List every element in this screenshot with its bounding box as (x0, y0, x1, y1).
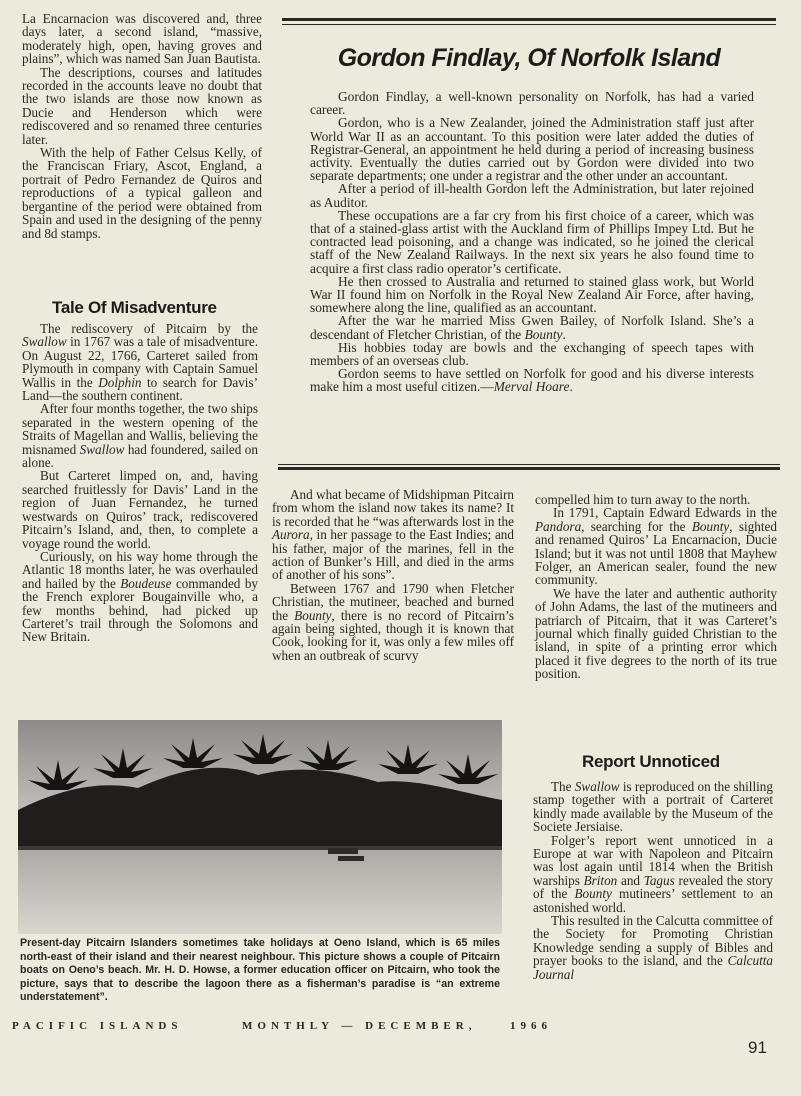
publication-name: PACIFIC ISLANDS (12, 1020, 183, 1032)
column-4-text (533, 780, 773, 981)
beach-photo (18, 720, 502, 934)
top-rule (282, 18, 776, 21)
page-footer (12, 1020, 792, 1040)
paragraph: Gordon seems to have settled on Norfolk for good and his diverse interests make him a most useful citizen.—Merval Hoare. (310, 366, 754, 395)
paragraph: Curiously, on his way home through the Atlantic 18 months later, he was overhauled and hailed by the Boudeuse commanded by the French explorer Bougainville who, a few months behind, had picked up Carteret’s trail through the Solomons and New Britain. (22, 548, 259, 645)
paragraph: His hobbies today are bowls and the exchanging of speech tapes with members of an overseas club. (310, 339, 754, 369)
paragraph: After a period of ill-health Gordon left the Administration, but later rejoined as Auditor. (310, 181, 754, 210)
paragraph: This resulted in the Calcutta committee of the Society for Promoting Christian Knowledge sending a supply of Bibles and prayer books to the island, and the Calcutta Journal (533, 913, 773, 982)
issue-year: 1966 (510, 1020, 552, 1032)
article-title: Gordon Findlay, Of Norfolk Island (337, 44, 721, 72)
bottom-rule-thin (278, 464, 780, 465)
paragraph: The rediscovery of Pitcairn by the Swallow in 1767 was a tale of misadventure. On August 22, 1766, Carteret sailed from Plymouth in company with Captain Samuel Wallis in the Dolphin to search for Davis’ Land—the southern continent. (22, 321, 258, 404)
paragraph: Between 1767 and 1790 when Fletcher Christian, the mutineer, beached and burned the Bounty, there is no record of Pitcairn’s again being sighted, though it is known that Cook, looking for it, was only a few miles off when an outbreak of scurvy (272, 580, 514, 663)
paragraph: He then crossed to Australia and returned to stained glass work, but World War II found him on Norfolk in the Royal New Zealand Air Force, after having, somewhere along the line, qualified as an accountant. (310, 273, 754, 316)
paragraph: Gordon, who is a New Zealander, joined the Administration staff just after World War II as an accountant. To this position were later added the duties of Registrar-General, an appointment he held during a period of increasing business activity. Eventually the duties carried out by Gordon were divided into two separate departments; one under a registrar and the other under an accountant. (310, 115, 754, 184)
paragraph: We have the later and authentic authority of John Adams, the last of the mutineers and patriarch of Pitcairn, that it was Carteret’s journal which finally guided Christian to the island, in spite of a printing error which placed it five degrees to the north of its true position. (535, 585, 777, 682)
column-1-text (22, 12, 262, 240)
paragraph: After four months together, the two ships separated in the western opening of the Straits of Magellan and Wallis, believing the misnamed Swallow had foundered, sailed on alone. (22, 401, 258, 471)
paragraph: After the war he married Miss Gwen Bailey, of Norfolk Island. She’s a descendant of Fletcher Christian, of the Bounty. (310, 313, 754, 342)
section-heading-tale: Tale Of Misadventure (52, 298, 217, 317)
paragraph: compelled him to turn away to the north. (535, 492, 751, 507)
paragraph: But Carteret limped on, and, having searched fruitlessly for Davis’ Land in the region of Juan Fernandez, he turned westwards on Quiros’ track, rediscovered Pitcairn’s Island, and, then, to complete a voyage round the world. (22, 468, 258, 551)
beach-photo-image (18, 720, 502, 934)
page-number: 91 (748, 1038, 767, 1057)
feature-article-box (278, 10, 780, 470)
column-1-lower-text (22, 322, 258, 644)
paragraph: The descriptions, courses and latitudes recorded in the accounts leave no doubt that the two islands are those now known as Ducie and Henderson which were rediscovered and so renamed three centuries later. (22, 64, 262, 147)
bottom-rule (278, 467, 780, 470)
byline: Merval Hoare (493, 379, 570, 395)
paragraph: The Swallow is reproduced on the shilling stamp together with a portrait of Carteret kindly made available by the Museum of the Societe Jersiaise. (533, 779, 773, 835)
article-body (310, 90, 754, 394)
column-3-text (535, 493, 777, 681)
issue-date: MONTHLY — DECEMBER, (242, 1020, 477, 1032)
paragraph: These occupations are a far cry from his first choice of a career, which was that of a stained-glass artist with the Auckland firm of Phillips Impey Ltd. But he contracted lead poisoning, and a change was indicated, so he joined the clerical staff of the New Zealand Railways. In the next six years he also found time to acquire a first class radio operator’s certificate. (310, 207, 754, 276)
section-heading-report: Report Unnoticed (582, 752, 720, 771)
paragraph: And what became of Midshipman Pitcairn from whom the island now takes its name? It is recorded that he “was afterwards lost in the Aurora, in her passage to the East Indies; and his father, major of the marines, fell in the action of Bunker’s Hill, and died in the arms of another of his sons”. (272, 487, 514, 583)
paragraph: With the help of Father Celsus Kelly, of the Franciscan Friary, Ascot, England, a portrait of Pedro Fernandez de Quiros and reproductions of a typical galleon and bergantine of the period were obtained from Spain and used in the designing of the penny and 8d stamps. (22, 145, 262, 241)
column-2-text (272, 488, 514, 662)
paragraph: Gordon Findlay, a well-known personality on Norfolk, has had a varied career. (310, 89, 754, 118)
photo-caption: Present-day Pitcairn Islanders sometimes take holidays at Oeno Island, which is 65 miles north-east of their island and their nearest neighbour. This picture shows a couple of Pitcairn boats on Oeno’s beach. Mr. H. D. Howse, a former education officer on Pitcairn, who took the picture, says that to describe the lagoon there as a fisherman’s paradise is “an extreme understatement”. (20, 937, 500, 1004)
top-rule-thin (282, 24, 776, 25)
paragraph: Folger’s report went unnoticed in a Europe at war with Napoleon and Pitcairn was lost again until 1814 when the British warships Briton and Tagus revealed the story of the Bounty mutineers’ settlement to an astonished world. (533, 832, 773, 915)
paragraph: In 1791, Captain Edward Edwards in the Pandora, searching for the Bounty, sighted and renamed Quiros’ La Encarnacion, Ducie Island; but it was not until 1808 that Mayhew Folger, an American sealer, found the new community. (535, 505, 777, 588)
paragraph: La Encarnacion was discovered and, three days later, a second island, “massive, moderately high, open, having groves and plains”, which was named San Juan Bautista. (22, 11, 262, 67)
